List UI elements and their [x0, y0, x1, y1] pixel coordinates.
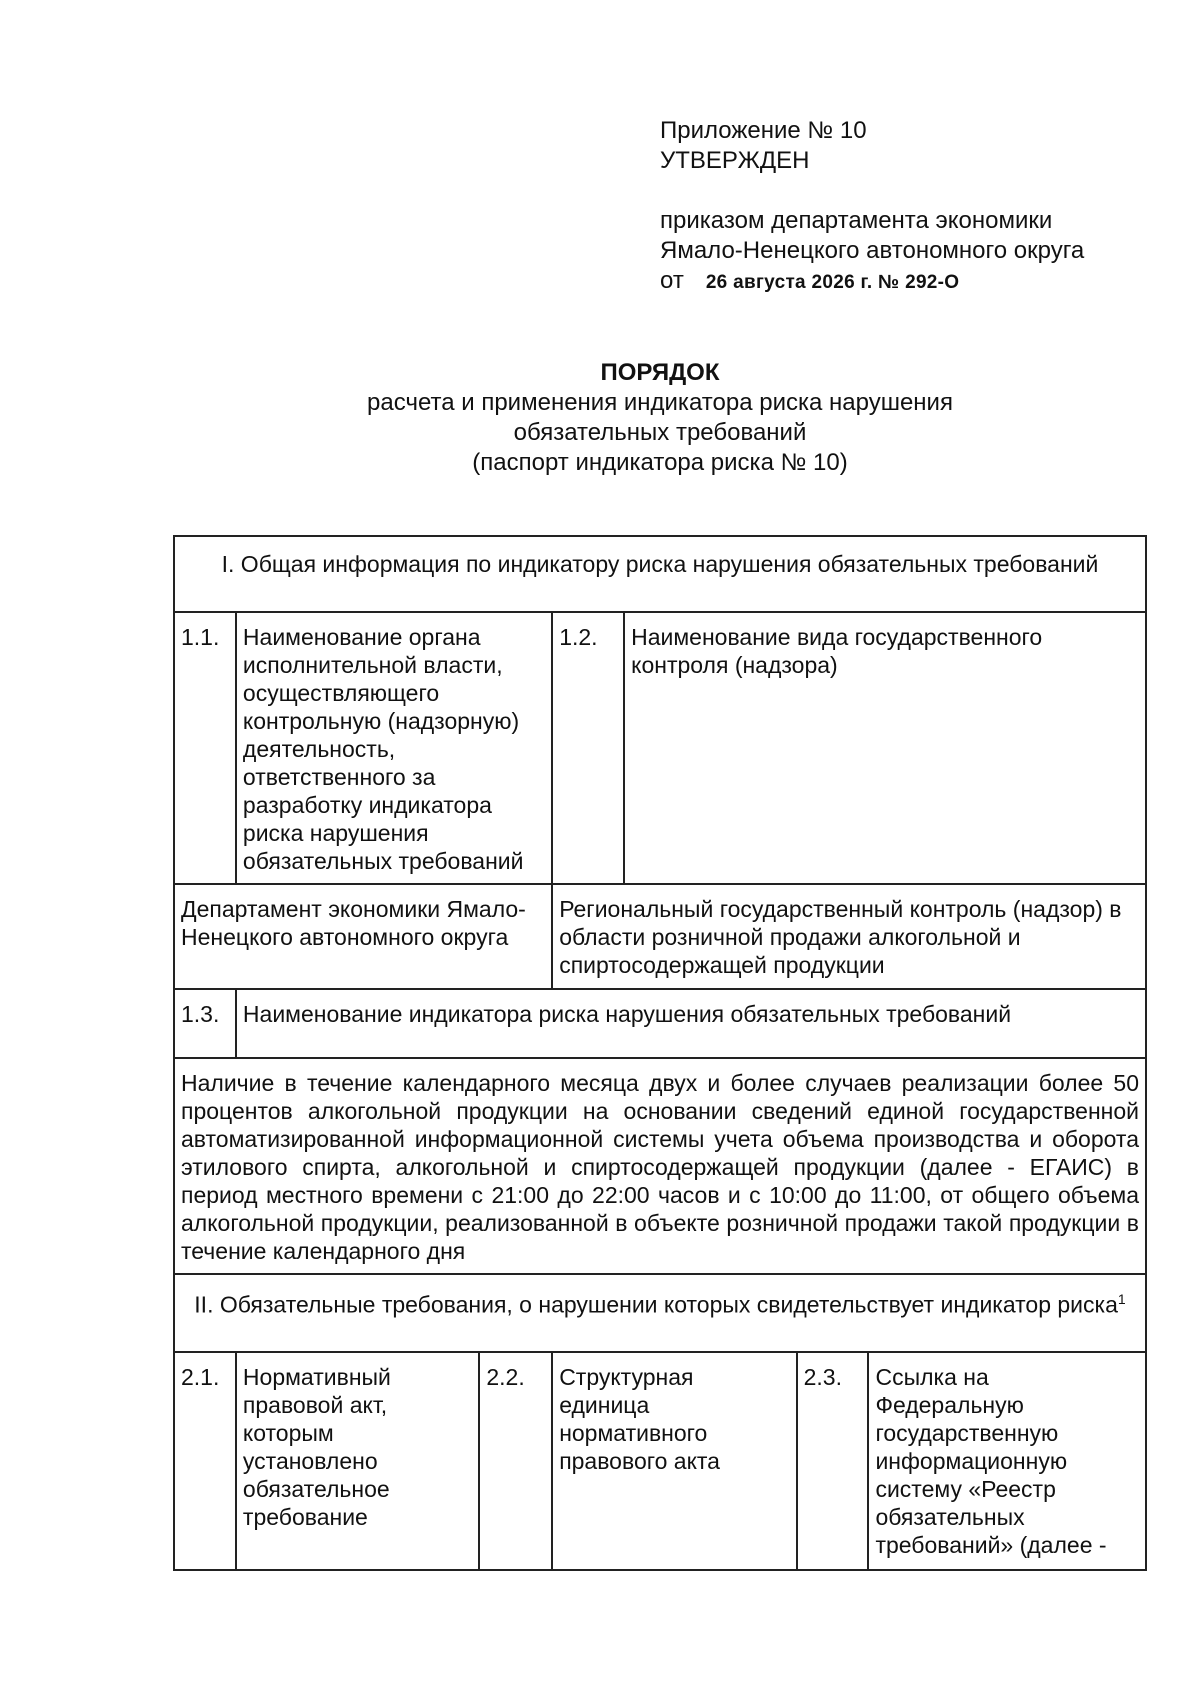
section-2-title-text: II. Обязательные требования, о нарушении которых свидетельствует индикатор риска — [194, 1291, 1118, 1318]
section-1-title: I. Общая информация по индикатору риска нарушения обязательных требований — [174, 536, 1146, 612]
title-main: ПОРЯДОК — [600, 359, 720, 386]
appendix-number: Приложение № 10 — [660, 117, 867, 144]
document-title — [0, 358, 1200, 478]
title-line-1: расчета и применения индикатора риска нарушения — [367, 389, 953, 416]
from-label: от — [660, 267, 684, 294]
item-1-3-label: Наименование индикатора риска нарушения обязательных требований — [236, 989, 1146, 1058]
footnote-mark: 1 — [1117, 1291, 1126, 1307]
order-date-row — [660, 266, 1084, 296]
item-1-3-number: 1.3. — [174, 989, 236, 1058]
title-line-3: (паспорт индикатора риска № 10) — [472, 449, 848, 476]
item-2-3-number: 2.3. — [797, 1352, 869, 1570]
item-2-2-number: 2.2. — [479, 1352, 552, 1570]
item-2-3-label: Ссылка на Федеральную государственную информационную систему «Реестр обязательных требований» (далее - — [868, 1352, 1146, 1570]
item-2-1-label: Нормативный правовой акт, которым установлено обязательное требование — [236, 1352, 479, 1570]
item-1-2-value: Региональный государственный контроль (надзор) в области розничной продажи алкогольной и спиртосодержащей продукции — [552, 884, 1146, 989]
order-date-number: 26 августа 2026 г. № 292-О — [705, 272, 960, 293]
item-1-1-number: 1.1. — [174, 612, 236, 884]
item-1-1-value: Департамент экономики Ямало-Ненецкого автономного округа — [174, 884, 552, 989]
item-1-1-label: Наименование органа исполнительной власти, осуществляющего контрольную (надзорную) деятельность, ответственного за разработку индикатора риска нарушения обязательных требований — [236, 612, 552, 884]
spacer — [660, 176, 1084, 206]
risk-indicator-passport-table — [173, 535, 1147, 1571]
title-line-2: обязательных требований — [513, 419, 807, 446]
section-2-title — [174, 1274, 1146, 1352]
order-line-1: приказом департамента экономики — [660, 207, 1053, 234]
item-2-1-number: 2.1. — [174, 1352, 236, 1570]
item-1-2-label: Наименование вида государственного контроля (надзора) — [624, 612, 1146, 884]
order-line-2: Ямало-Ненецкого автономного округа — [660, 237, 1085, 264]
item-1-2-number: 1.2. — [552, 612, 624, 884]
approval-header — [660, 116, 1084, 296]
item-2-2-label: Структурная единица нормативного правового акта — [552, 1352, 796, 1570]
approved-label: УТВЕРЖДЕН — [660, 147, 810, 174]
item-1-3-value: Наличие в течение календарного месяца двух и более случаев реализации более 50 процентов алкогольной продукции на основании сведений единой государственной автоматизированной информационной системы учета объема производства и оборота этилового спирта, алкогольной и спиртосодержащей продукции (далее - ЕГАИС) в период местного времени с 21:00 до 22:00 часов и с 10:00 до 11:00, от общего объема алкогольной продукции, реализованной в объекте розничной продажи такой продукции в течение календарного дня — [174, 1058, 1146, 1274]
